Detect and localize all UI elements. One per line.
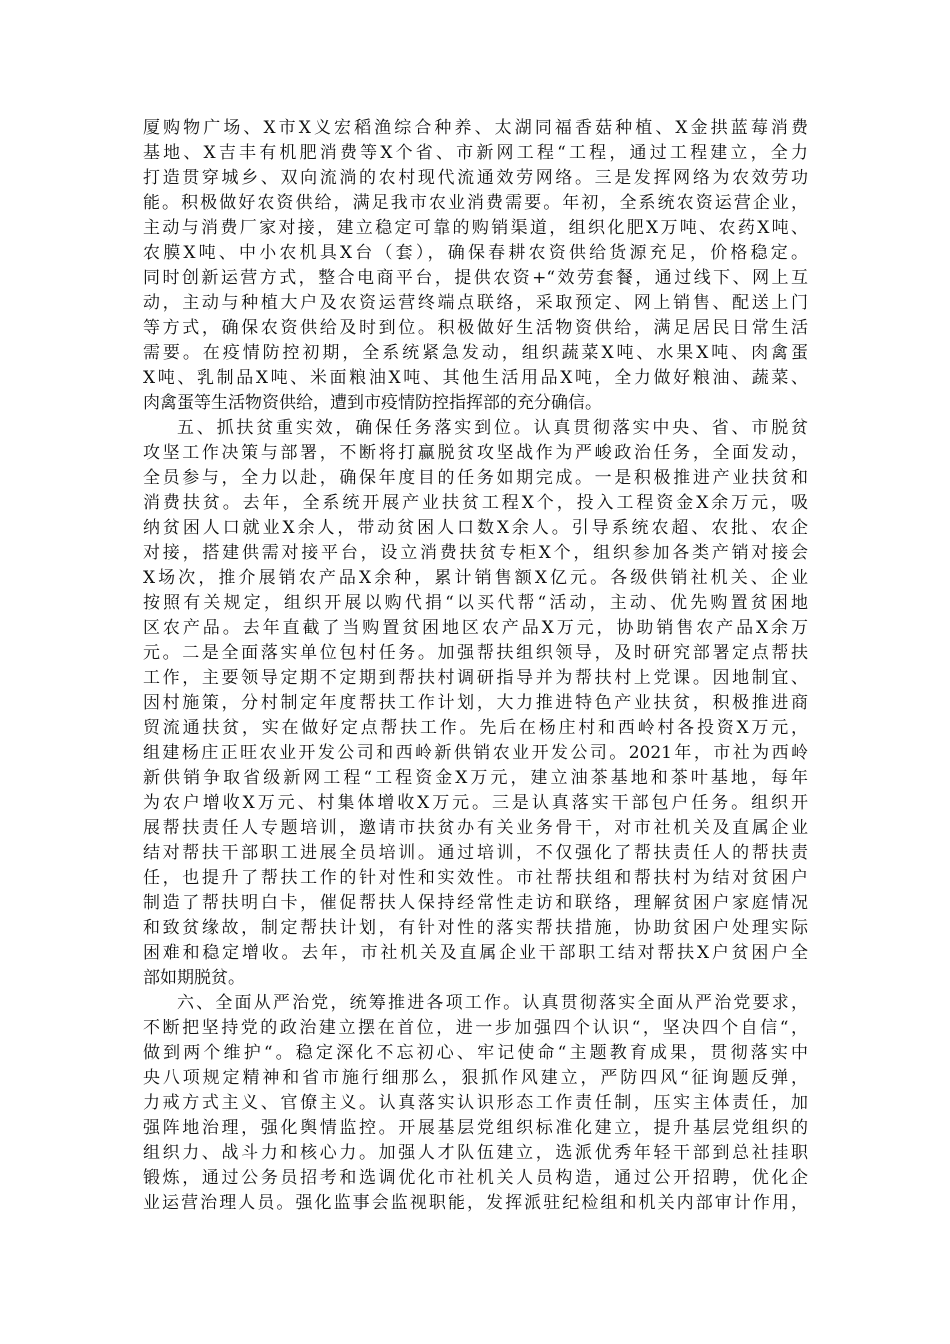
paragraph-2 bbox=[143, 416, 808, 991]
text-line: 结对帮扶干部职工进展全员培训。通过培训，不仅强化了帮扶责任人的帮扶责 bbox=[143, 843, 808, 863]
text-line: X场次，推介展销农产品X余种，累计销售额X亿元。各级供销社机关、企业 bbox=[143, 568, 808, 588]
text-line: 按照有关规定，组织开展以购代捐“以买代帮“活动，主动、优先购置贫困地 bbox=[143, 593, 808, 613]
text-line: 制造了帮扶明白卡，催促帮扶人保持经常性走访和联络，理解贫困户家庭情况 bbox=[143, 893, 808, 913]
text-line: 基地、X吉丰有机肥消费等X个省、市新网工程“工程，通过工程建立，全力 bbox=[143, 143, 808, 163]
text-line: 主动与消费厂家对接，建立稳定可靠的购销渠道，组织化肥X万吨、农药X吨、 bbox=[143, 218, 808, 238]
text-line: 纳贫困人口就业X余人，带动贫困人口数X余人。引导系统农超、农批、农企 bbox=[143, 518, 808, 538]
text-line: 业运营治理人员。强化监事会监视职能，发挥派驻纪检组和机关内部审计作用， bbox=[143, 1193, 808, 1213]
paragraph-1 bbox=[143, 116, 808, 416]
text-line: 不断把坚持党的政治建立摆在首位，进一步加强四个认识“，坚决四个自信“， bbox=[143, 1018, 808, 1038]
text-line: 同时创新运营方式，整合电商平台，提供农资+“效劳套餐，通过线下、网上互 bbox=[143, 268, 808, 288]
text-line: 需要。在疫情防控初期，全系统紧急发动，组织蔬菜X吨、水果X吨、肉禽蛋 bbox=[143, 343, 808, 363]
text-line: 展帮扶责任人专题培训，邀请市扶贫办有关业务骨干，对市社机关及直属企业 bbox=[143, 818, 808, 838]
text-line: 和致贫缘故，制定帮扶计划，有针对性的落实帮扶措施，协助贫困户处理实际 bbox=[143, 918, 808, 938]
text-line: 动，主动与种植大户及农资运营终端点联络，采取预定、网上销售、配送上门 bbox=[143, 293, 808, 313]
text-line: 六、全面从严治党，统筹推进各项工作。认真贯彻落实全面从严治党要求， bbox=[177, 993, 808, 1013]
text-line: 对接，搭建供需对接平台，设立消费扶贫专柜X个，组织参加各类产销对接会 bbox=[143, 543, 808, 563]
text-line: 央八项规定精神和省市施行细那么，狠抓作风建立，严防四风“征询题反弹， bbox=[143, 1068, 808, 1088]
text-line: 农膜X吨、中小农机具X台（套），确保春耕农资供给货源充足，价格稳定。 bbox=[143, 243, 808, 263]
text-line: 因村施策，分村制定年度帮扶工作计划，大力推进特色产业扶贫，积极推进商 bbox=[143, 693, 808, 713]
text-line: 为农户增收X万元、村集体增收X万元。三是认真落实干部包户任务。组织开 bbox=[143, 793, 808, 813]
text-line: 新供销争取省级新网工程“工程资金X万元，建立油茶基地和茶叶基地，每年 bbox=[143, 768, 808, 788]
text-line: 锻炼，通过公务员招考和选调优化市社机关人员构造，通过公开招聘，优化企 bbox=[143, 1168, 808, 1188]
text-line: 肉禽蛋等生活物资供给，遭到市疫情防控指挥部的充分确信。 bbox=[143, 393, 602, 413]
text-line: 等方式，确保农资供给及时到位。积极做好生活物资供给，满足居民日常生活 bbox=[143, 318, 808, 338]
text-line: 部如期脱贫。 bbox=[143, 968, 245, 988]
text-line: 消费扶贫。去年，全系统开展产业扶贫工程X个，投入工程资金X余万元，吸 bbox=[143, 493, 808, 513]
text-line: 区农产品。去年直截了当购置贫困地区农产品X万元，协助销售农产品X余万 bbox=[143, 618, 808, 638]
text-line: 力戒方式主义、官僚主义。认真落实认识形态工作责任制，压实主体责任，加 bbox=[143, 1093, 808, 1113]
text-line: X吨、乳制品X吨、米面粮油X吨、其他生活用品X吨，全力做好粮油、蔬菜、 bbox=[143, 368, 808, 388]
text-line: 困难和稳定增收。去年，市社机关及直属企业干部职工结对帮扶X户贫困户全 bbox=[143, 943, 808, 963]
text-line: 强阵地治理，强化舆情监控。开展基层党组织标准化建立，提升基层党组织的 bbox=[143, 1118, 808, 1138]
document-body bbox=[143, 116, 808, 1216]
text-line: 打造贯穿城乡、双向流淌的农村现代流通效劳网络。三是发挥网络为农效劳功 bbox=[143, 168, 808, 188]
text-line: 能。积极做好农资供给，满足我市农业消费需要。年初，全系统农资运营企业， bbox=[143, 193, 808, 213]
paragraph-3 bbox=[143, 991, 808, 1216]
text-line: 全员参与，全力以赴，确保年度目的任务如期完成。一是积极推进产业扶贫和 bbox=[143, 468, 808, 488]
text-line: 五、抓扶贫重实效，确保任务落实到位。认真贯彻落实中央、省、市脱贫 bbox=[177, 418, 808, 438]
text-line: 组织力、战斗力和核心力。加强人才队伍建立，选派优秀年轻干部到总社挂职 bbox=[143, 1143, 808, 1163]
text-line: 厦购物广场、X市X义宏稻渔综合种养、太湖同福香菇种植、X金拱蓝莓消费 bbox=[143, 118, 808, 138]
text-line: 贸流通扶贫，实在做好定点帮扶工作。先后在杨庄村和西岭村各投资X万元， bbox=[143, 718, 808, 738]
text-line: 任，也提升了帮扶工作的针对性和实效性。市社帮扶组和帮扶村为结对贫困户 bbox=[143, 868, 808, 888]
text-line: 组建杨庄正旺农业开发公司和西岭新供销农业开发公司。2021年，市社为西岭 bbox=[143, 743, 808, 763]
text-line: 工作，主要领导定期不定期到帮扶村调研指导并为帮扶村上党课。因地制宜、 bbox=[143, 668, 808, 688]
text-line: 元。二是全面落实单位包村任务。加强帮扶组织领导，及时研究部署定点帮扶 bbox=[143, 643, 808, 663]
text-line: 做到两个维护“。稳定深化不忘初心、牢记使命“主题教育成果，贯彻落实中 bbox=[143, 1043, 808, 1063]
text-line: 攻坚工作决策与部署，不断将打赢脱贫攻坚战作为严峻政治任务，全面发动， bbox=[143, 443, 808, 463]
